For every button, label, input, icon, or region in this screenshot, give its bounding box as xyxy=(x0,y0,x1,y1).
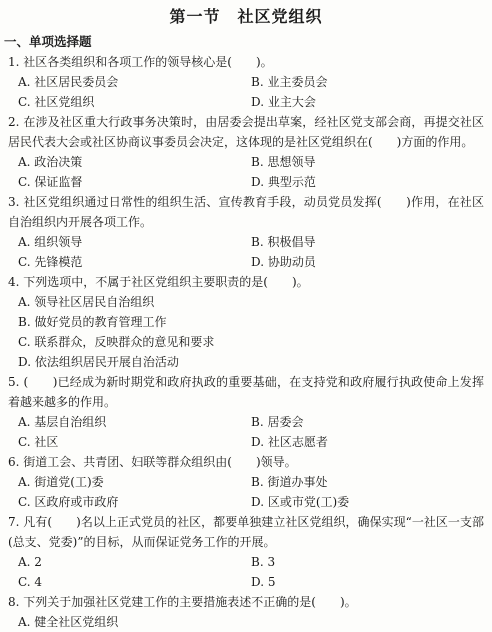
question-text: 1. 社区各类组织和各项工作的领导核心是( )。 xyxy=(8,55,273,69)
option-d: D. 5 xyxy=(251,575,276,589)
document-page xyxy=(0,4,492,629)
options xyxy=(8,412,484,452)
option-d: D. 协助动员 xyxy=(251,255,316,269)
option-c: C. 社区 xyxy=(18,435,59,449)
option-a: A. 组织领导 xyxy=(18,235,83,249)
options xyxy=(8,292,484,372)
option-c: C. 区政府或市政府 xyxy=(18,495,119,509)
page-title: 第一节 社区党组织 xyxy=(169,7,323,26)
option-b: B. 思想领导 xyxy=(251,155,316,169)
option-a: A. 2 xyxy=(18,555,42,569)
question-8 xyxy=(8,592,484,632)
options xyxy=(8,472,484,512)
option-c: C. 保证监督 xyxy=(18,175,83,189)
option-d: D. 典型示范 xyxy=(251,175,316,189)
option-d: D. 社区志愿者 xyxy=(251,435,328,449)
question-text: 7. 凡有( )名以上正式党员的社区，都要单独建立社区党组织，确保实现“一社区一支部(总支、党委)”的目标，从而保证党务工作的开展。 xyxy=(8,515,484,549)
question-text: 8. 下列关于加强社区党建工作的主要措施表述不正确的是( )。 xyxy=(8,595,357,609)
option-a: A. 政治决策 xyxy=(18,155,83,169)
options xyxy=(8,72,484,112)
section-heading: 一、单项选择题 xyxy=(4,34,92,49)
option-c: C. 4 xyxy=(18,575,43,589)
question-1 xyxy=(8,52,484,112)
question-text: 2. 在涉及社区重大行政事务决策时，由居委会提出草案，经社区党支部会商，再提交社区居民代表大会或社区协商议事委员会决定，这体现的是社区党组织在( )方面的作用。 xyxy=(8,115,484,149)
option-b: B. 做好党员的教育管理工作 xyxy=(18,315,167,329)
option-d: D. 业主大会 xyxy=(251,95,316,109)
options xyxy=(8,612,484,632)
option-b: B. 业主委员会 xyxy=(251,75,328,89)
option-d: D. 区或市党(工)委 xyxy=(251,495,350,509)
option-a: A. 领导社区居民自治组织 xyxy=(18,295,155,309)
option-b: B. 街道办事处 xyxy=(251,475,328,489)
option-a: A. 街道党(工)委 xyxy=(18,475,104,489)
question-text: 5. ( )已经成为新时期党和政府执政的重要基础，在支持党和政府履行执政使命上发挥着越来越多的作用。 xyxy=(8,375,484,409)
question-7 xyxy=(8,512,484,592)
question-text: 6. 街道工会、共青团、妇联等群众组织由( )领导。 xyxy=(8,455,297,469)
option-c: C. 联系群众，反映群众的意见和要求 xyxy=(18,335,215,349)
option-a: A. 基层自治组织 xyxy=(18,415,107,429)
question-text: 4. 下列选项中，不属于社区党组织主要职责的是( )。 xyxy=(8,275,309,289)
option-c: C. 先锋模范 xyxy=(18,255,83,269)
options xyxy=(8,152,484,192)
option-b: B. 积极倡导 xyxy=(251,235,316,249)
question-4 xyxy=(8,272,484,372)
option-b: B. 居委会 xyxy=(251,415,304,429)
question-6 xyxy=(8,452,484,512)
question-2 xyxy=(8,112,484,192)
option-c: C. 社区党组织 xyxy=(18,95,95,109)
question-5 xyxy=(8,372,484,452)
options xyxy=(8,552,484,592)
question-text: 3. 社区党组织通过日常性的组织生活、宣传教育手段，动员党员发挥( )作用，在社区自治组织内开展各项工作。 xyxy=(8,195,484,229)
option-a: A. 健全社区党组织 xyxy=(18,615,119,629)
option-d: D. 依法组织居民开展自治活动 xyxy=(18,355,179,369)
option-a: A. 社区居民委员会 xyxy=(18,75,119,89)
options xyxy=(8,232,484,272)
question-3 xyxy=(8,192,484,272)
option-b: B. 3 xyxy=(251,555,276,569)
